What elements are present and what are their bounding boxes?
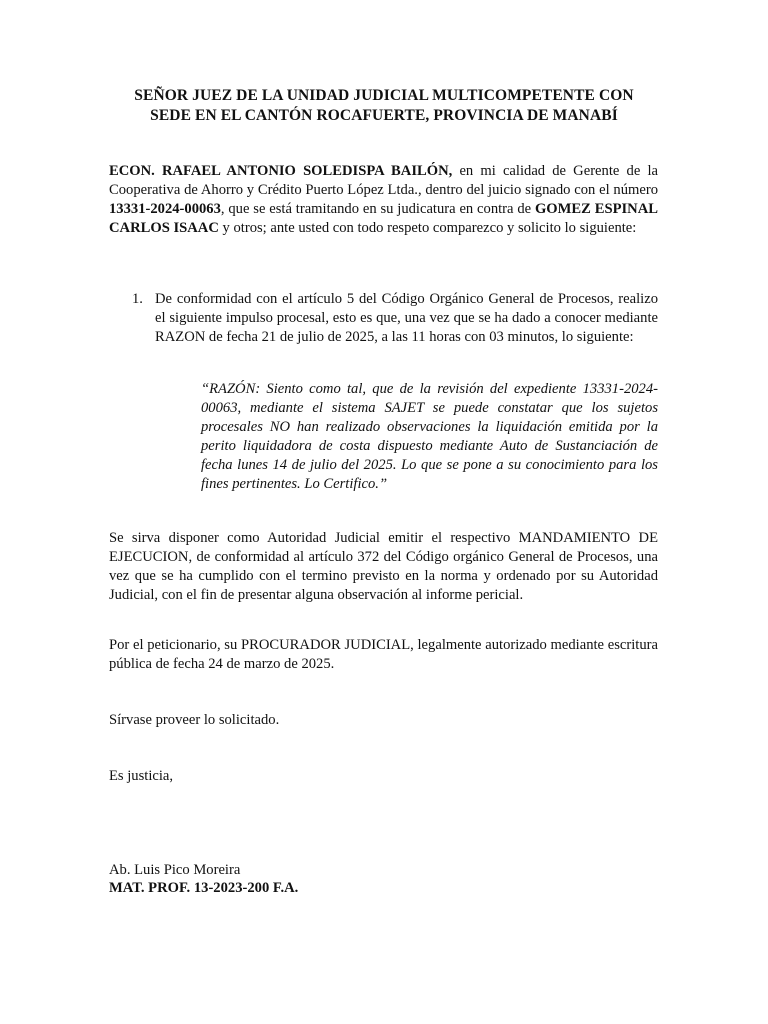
attorney-paragraph: Por el peticionario, su PROCURADOR JUDICIAL, legalmente autorizado mediante escritura pública de fecha 24 de marzo de 2025.: [109, 637, 658, 672]
petitioner-name: ECON. RAFAEL ANTONIO SOLEDISPA BAILÓN,: [109, 163, 453, 179]
list-number: 1.: [132, 291, 143, 307]
quoted-razon: “RAZÓN: Siento como tal, que de la revisión del expediente 13331-2024-00063, mediante el sistema SAJET se puede constatar que los sujetos procesales NO han realizado observaciones la liquidación emitida por la perito liquidadora de costa dispuesto mediante Auto de Sustanciación de fecha lunes 14 de julio del 2025. Lo que se pone a su conocimiento para los fines pertinentes. Lo Certifico.”: [201, 381, 658, 492]
heading-line-2: SEDE EN EL CANTÓN ROCAFUERTE, PROVINCIA DE MANABÍ: [150, 107, 618, 124]
defendant-name: GOMEZ ESPINAL CARLOS ISAAC: [109, 201, 658, 236]
numbered-list-item: [132, 290, 658, 347]
intro-text-2: , que se está tramitando en su judicatura en contra de: [220, 201, 535, 217]
list-item-text: De conformidad con el artículo 5 del Código Orgánico General de Procesos, realizo el siguiente impulso procesal, esto es que, una vez que se ha dado a conocer mediante RAZON de fecha 21 de julio de 2025, a las 11 horas con 03 minutos, lo siguiente:: [155, 291, 658, 345]
case-number: 13331-2024-00063: [109, 201, 221, 217]
intro-text-3: y otros; ante usted con todo respeto comparezco y solicito lo siguiente:: [218, 220, 637, 236]
signature-name: Ab. Luis Pico Moreira: [109, 862, 241, 878]
request-paragraph: Se sirva disponer como Autoridad Judicial emitir el respectivo MANDAMIENTO DE EJECUCION, de conformidad al artículo 372 del Código orgánico General de Procesos, una vez que se ha cumplido con el termino previsto en la norma y ordenado por su Autoridad Judicial, con el fin de presentar alguna observación al informe pericial.: [109, 530, 658, 603]
closing-request: Sírvase proveer lo solicitado.: [109, 712, 280, 728]
heading-line-1: SEÑOR JUEZ DE LA UNIDAD JUDICIAL MULTICOMPETENTE CON: [134, 87, 634, 104]
intro-paragraph: [109, 162, 658, 238]
intro-text-1: en mi calidad de Gerente de la Cooperativa de Ahorro y Crédito Puerto López Ltda., dentro del juicio signado con el número: [109, 163, 658, 198]
closing-justicia: Es justicia,: [109, 768, 174, 784]
document-heading: [96, 86, 672, 126]
signature-registration: MAT. PROF. 13-2023-200 F.A.: [109, 880, 299, 896]
